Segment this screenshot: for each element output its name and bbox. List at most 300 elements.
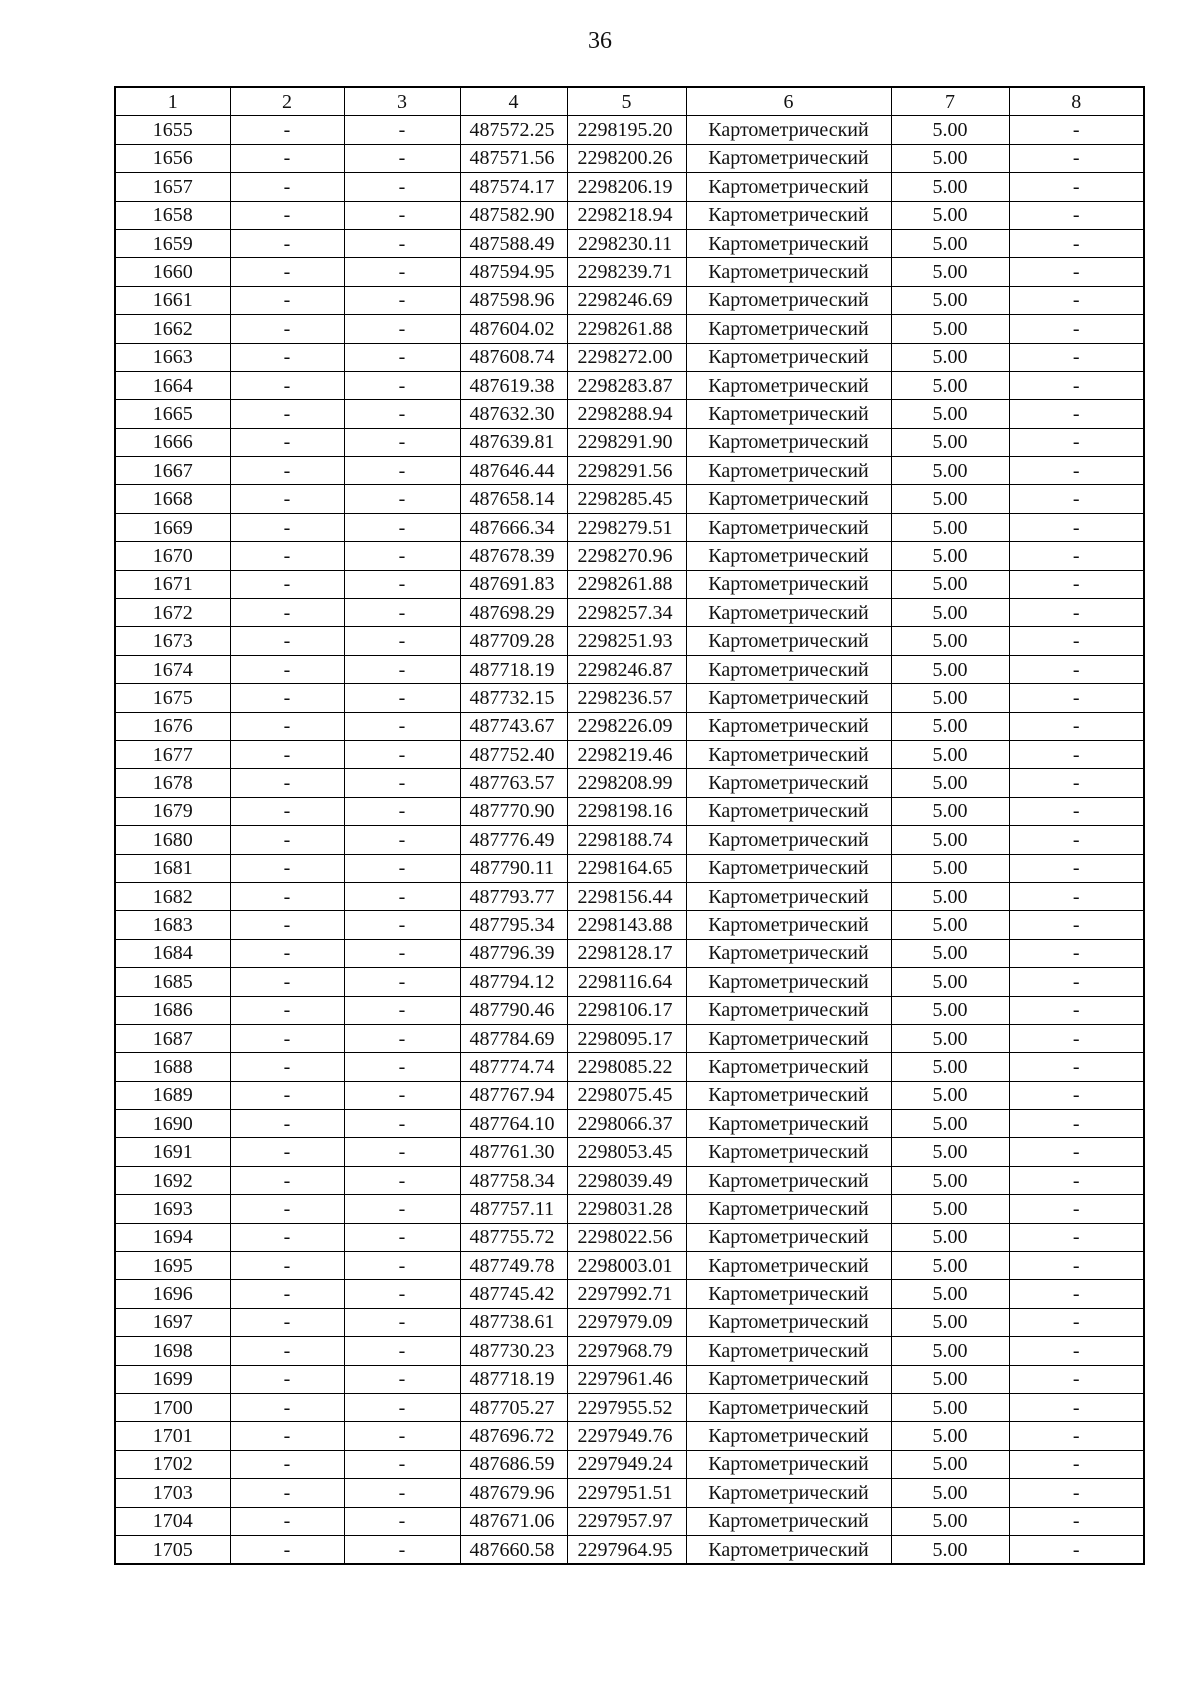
table-row [115,315,1144,343]
col8-cell: - [1009,1081,1144,1109]
x-coordinate-cell: 487639.81 [460,428,567,456]
col3-cell: - [344,1223,460,1251]
accuracy-cell: 5.00 [891,599,1009,627]
point-number-cell: 1666 [115,428,230,456]
x-coordinate-cell: 487796.39 [460,939,567,967]
accuracy-cell: 5.00 [891,1138,1009,1166]
y-coordinate-cell: 2298261.88 [567,570,686,598]
col2-cell: - [230,1507,344,1535]
col2-cell: - [230,542,344,570]
point-number-cell: 1695 [115,1252,230,1280]
col8-cell: - [1009,570,1144,598]
accuracy-cell: 5.00 [891,570,1009,598]
col3-cell: - [344,1195,460,1223]
col8-cell: - [1009,712,1144,740]
col2-cell: - [230,740,344,768]
table-row [115,173,1144,201]
y-coordinate-cell: 2298230.11 [567,229,686,257]
col8-cell: - [1009,315,1144,343]
col2-cell: - [230,513,344,541]
method-cell: Картометрический [686,371,891,399]
table-row [115,1479,1144,1507]
point-number-cell: 1694 [115,1223,230,1251]
col2-cell: - [230,599,344,627]
method-cell: Картометрический [686,740,891,768]
col3-cell: - [344,1450,460,1478]
y-coordinate-cell: 2298003.01 [567,1252,686,1280]
accuracy-cell: 5.00 [891,343,1009,371]
point-number-cell: 1693 [115,1195,230,1223]
col8-cell: - [1009,1280,1144,1308]
table-row [115,428,1144,456]
point-number-cell: 1680 [115,826,230,854]
y-coordinate-cell: 2297957.97 [567,1507,686,1535]
col3-cell: - [344,1422,460,1450]
table-row [115,1223,1144,1251]
accuracy-cell: 5.00 [891,116,1009,144]
x-coordinate-cell: 487732.15 [460,684,567,712]
y-coordinate-cell: 2298164.65 [567,854,686,882]
accuracy-cell: 5.00 [891,1053,1009,1081]
method-cell: Картометрический [686,797,891,825]
table-body [115,116,1144,1564]
col2-cell: - [230,968,344,996]
point-number-cell: 1658 [115,201,230,229]
y-coordinate-cell: 2298085.22 [567,1053,686,1081]
col2-cell: - [230,684,344,712]
method-cell: Картометрический [686,1024,891,1052]
col3-cell: - [344,1138,460,1166]
accuracy-cell: 5.00 [891,1195,1009,1223]
x-coordinate-cell: 487698.29 [460,599,567,627]
method-cell: Картометрический [686,1479,891,1507]
accuracy-cell: 5.00 [891,400,1009,428]
col2-cell: - [230,1138,344,1166]
accuracy-cell: 5.00 [891,371,1009,399]
col3-cell: - [344,1393,460,1421]
method-cell: Картометрический [686,599,891,627]
method-cell: Картометрический [686,428,891,456]
col3-cell: - [344,712,460,740]
accuracy-cell: 5.00 [891,826,1009,854]
y-coordinate-cell: 2297964.95 [567,1535,686,1564]
accuracy-cell: 5.00 [891,201,1009,229]
col8-cell: - [1009,542,1144,570]
col3-cell: - [344,769,460,797]
point-number-cell: 1655 [115,116,230,144]
accuracy-cell: 5.00 [891,627,1009,655]
col8-cell: - [1009,882,1144,910]
y-coordinate-cell: 2298283.87 [567,371,686,399]
accuracy-cell: 5.00 [891,1507,1009,1535]
table-row [115,1422,1144,1450]
col3-cell: - [344,1308,460,1336]
col8-cell: - [1009,627,1144,655]
col8-cell: - [1009,286,1144,314]
x-coordinate-cell: 487571.56 [460,144,567,172]
column-header: 7 [891,87,1009,116]
x-coordinate-cell: 487671.06 [460,1507,567,1535]
table-row [115,655,1144,683]
x-coordinate-cell: 487770.90 [460,797,567,825]
col3-cell: - [344,968,460,996]
col2-cell: - [230,939,344,967]
y-coordinate-cell: 2297968.79 [567,1337,686,1365]
col2-cell: - [230,1479,344,1507]
y-coordinate-cell: 2298031.28 [567,1195,686,1223]
col2-cell: - [230,1280,344,1308]
y-coordinate-cell: 2298039.49 [567,1166,686,1194]
point-number-cell: 1689 [115,1081,230,1109]
col8-cell: - [1009,1393,1144,1421]
point-number-cell: 1660 [115,258,230,286]
table-row [115,1252,1144,1280]
col3-cell: - [344,599,460,627]
col3-cell: - [344,1024,460,1052]
col3-cell: - [344,485,460,513]
y-coordinate-cell: 2297949.76 [567,1422,686,1450]
col2-cell: - [230,258,344,286]
col3-cell: - [344,1252,460,1280]
method-cell: Картометрический [686,1053,891,1081]
y-coordinate-cell: 2298226.09 [567,712,686,740]
point-number-cell: 1705 [115,1535,230,1564]
col2-cell: - [230,655,344,683]
accuracy-cell: 5.00 [891,286,1009,314]
table-row [115,1393,1144,1421]
table-row [115,996,1144,1024]
x-coordinate-cell: 487755.72 [460,1223,567,1251]
method-cell: Картометрический [686,1422,891,1450]
x-coordinate-cell: 487767.94 [460,1081,567,1109]
col3-cell: - [344,1365,460,1393]
col2-cell: - [230,1308,344,1336]
col3-cell: - [344,684,460,712]
column-header: 8 [1009,87,1144,116]
y-coordinate-cell: 2298291.56 [567,457,686,485]
x-coordinate-cell: 487619.38 [460,371,567,399]
table-row [115,797,1144,825]
col3-cell: - [344,740,460,768]
col2-cell: - [230,371,344,399]
table-row [115,911,1144,939]
col3-cell: - [344,428,460,456]
col8-cell: - [1009,1053,1144,1081]
col8-cell: - [1009,343,1144,371]
col8-cell: - [1009,1252,1144,1280]
point-number-cell: 1699 [115,1365,230,1393]
x-coordinate-cell: 487790.46 [460,996,567,1024]
table-row [115,826,1144,854]
method-cell: Картометрический [686,201,891,229]
accuracy-cell: 5.00 [891,1252,1009,1280]
x-coordinate-cell: 487686.59 [460,1450,567,1478]
col8-cell: - [1009,1138,1144,1166]
column-header: 3 [344,87,460,116]
table-row [115,1166,1144,1194]
accuracy-cell: 5.00 [891,1393,1009,1421]
col8-cell: - [1009,939,1144,967]
col2-cell: - [230,1110,344,1138]
col8-cell: - [1009,599,1144,627]
x-coordinate-cell: 487678.39 [460,542,567,570]
method-cell: Картометрический [686,911,891,939]
method-cell: Картометрический [686,315,891,343]
point-number-cell: 1684 [115,939,230,967]
col2-cell: - [230,570,344,598]
col3-cell: - [344,201,460,229]
method-cell: Картометрический [686,1223,891,1251]
accuracy-cell: 5.00 [891,457,1009,485]
method-cell: Картометрический [686,116,891,144]
col8-cell: - [1009,769,1144,797]
method-cell: Картометрический [686,457,891,485]
col3-cell: - [344,1535,460,1564]
accuracy-cell: 5.00 [891,1422,1009,1450]
method-cell: Картометрический [686,400,891,428]
col3-cell: - [344,627,460,655]
table-row [115,1195,1144,1223]
accuracy-cell: 5.00 [891,1081,1009,1109]
method-cell: Картометрический [686,968,891,996]
page-number: 36 [588,28,612,54]
point-number-cell: 1701 [115,1422,230,1450]
method-cell: Картометрический [686,627,891,655]
col8-cell: - [1009,1110,1144,1138]
x-coordinate-cell: 487790.11 [460,854,567,882]
table-row [115,968,1144,996]
table-row [115,599,1144,627]
x-coordinate-cell: 487758.34 [460,1166,567,1194]
x-coordinate-cell: 487718.19 [460,655,567,683]
col3-cell: - [344,542,460,570]
point-number-cell: 1690 [115,1110,230,1138]
col3-cell: - [344,1337,460,1365]
x-coordinate-cell: 487646.44 [460,457,567,485]
col3-cell: - [344,457,460,485]
col2-cell: - [230,173,344,201]
col8-cell: - [1009,655,1144,683]
x-coordinate-cell: 487795.34 [460,911,567,939]
col3-cell: - [344,882,460,910]
method-cell: Картометрический [686,513,891,541]
x-coordinate-cell: 487679.96 [460,1479,567,1507]
col8-cell: - [1009,173,1144,201]
x-coordinate-cell: 487705.27 [460,1393,567,1421]
y-coordinate-cell: 2298198.16 [567,797,686,825]
x-coordinate-cell: 487660.58 [460,1535,567,1564]
col2-cell: - [230,1195,344,1223]
point-number-cell: 1686 [115,996,230,1024]
column-header: 4 [460,87,567,116]
point-number-cell: 1692 [115,1166,230,1194]
method-cell: Картометрический [686,769,891,797]
x-coordinate-cell: 487761.30 [460,1138,567,1166]
col8-cell: - [1009,428,1144,456]
col2-cell: - [230,1337,344,1365]
y-coordinate-cell: 2297949.24 [567,1450,686,1478]
col3-cell: - [344,1081,460,1109]
x-coordinate-cell: 487696.72 [460,1422,567,1450]
col8-cell: - [1009,1365,1144,1393]
y-coordinate-cell: 2298246.69 [567,286,686,314]
point-number-cell: 1671 [115,570,230,598]
x-coordinate-cell: 487709.28 [460,627,567,655]
table-row [115,144,1144,172]
col2-cell: - [230,1053,344,1081]
y-coordinate-cell: 2298156.44 [567,882,686,910]
point-number-cell: 1657 [115,173,230,201]
x-coordinate-cell: 487752.40 [460,740,567,768]
col3-cell: - [344,655,460,683]
col3-cell: - [344,1110,460,1138]
x-coordinate-cell: 487594.95 [460,258,567,286]
col2-cell: - [230,1252,344,1280]
accuracy-cell: 5.00 [891,542,1009,570]
col3-cell: - [344,996,460,1024]
y-coordinate-cell: 2298251.93 [567,627,686,655]
col2-cell: - [230,315,344,343]
header-row [115,87,1144,116]
point-number-cell: 1663 [115,343,230,371]
col2-cell: - [230,1024,344,1052]
method-cell: Картометрический [686,712,891,740]
point-number-cell: 1697 [115,1308,230,1336]
method-cell: Картометрический [686,655,891,683]
point-number-cell: 1672 [115,599,230,627]
x-coordinate-cell: 487764.10 [460,1110,567,1138]
y-coordinate-cell: 2298270.96 [567,542,686,570]
col8-cell: - [1009,740,1144,768]
method-cell: Картометрический [686,996,891,1024]
col3-cell: - [344,1507,460,1535]
col8-cell: - [1009,201,1144,229]
x-coordinate-cell: 487774.74 [460,1053,567,1081]
method-cell: Картометрический [686,1252,891,1280]
col3-cell: - [344,1053,460,1081]
point-number-cell: 1675 [115,684,230,712]
point-number-cell: 1662 [115,315,230,343]
method-cell: Картометрический [686,1507,891,1535]
y-coordinate-cell: 2298128.17 [567,939,686,967]
accuracy-cell: 5.00 [891,428,1009,456]
col2-cell: - [230,116,344,144]
x-coordinate-cell: 487608.74 [460,343,567,371]
col8-cell: - [1009,457,1144,485]
point-number-cell: 1674 [115,655,230,683]
col2-cell: - [230,1223,344,1251]
accuracy-cell: 5.00 [891,911,1009,939]
accuracy-cell: 5.00 [891,1280,1009,1308]
accuracy-cell: 5.00 [891,513,1009,541]
point-number-cell: 1682 [115,882,230,910]
col2-cell: - [230,1365,344,1393]
col8-cell: - [1009,116,1144,144]
accuracy-cell: 5.00 [891,854,1009,882]
col2-cell: - [230,1450,344,1478]
y-coordinate-cell: 2298291.90 [567,428,686,456]
table-row [115,882,1144,910]
point-number-cell: 1673 [115,627,230,655]
col8-cell: - [1009,684,1144,712]
point-number-cell: 1668 [115,485,230,513]
accuracy-cell: 5.00 [891,1535,1009,1564]
col2-cell: - [230,457,344,485]
y-coordinate-cell: 2298053.45 [567,1138,686,1166]
accuracy-cell: 5.00 [891,1337,1009,1365]
accuracy-cell: 5.00 [891,740,1009,768]
accuracy-cell: 5.00 [891,939,1009,967]
y-coordinate-cell: 2298279.51 [567,513,686,541]
method-cell: Картометрический [686,286,891,314]
method-cell: Картометрический [686,1450,891,1478]
x-coordinate-cell: 487745.42 [460,1280,567,1308]
table-row [115,258,1144,286]
col2-cell: - [230,1422,344,1450]
col2-cell: - [230,144,344,172]
y-coordinate-cell: 2298208.99 [567,769,686,797]
y-coordinate-cell: 2298285.45 [567,485,686,513]
column-header: 5 [567,87,686,116]
accuracy-cell: 5.00 [891,1223,1009,1251]
col2-cell: - [230,882,344,910]
col3-cell: - [344,939,460,967]
point-number-cell: 1677 [115,740,230,768]
table-row [115,542,1144,570]
point-number-cell: 1661 [115,286,230,314]
col2-cell: - [230,769,344,797]
col2-cell: - [230,911,344,939]
y-coordinate-cell: 2298239.71 [567,258,686,286]
col3-cell: - [344,258,460,286]
y-coordinate-cell: 2297992.71 [567,1280,686,1308]
col2-cell: - [230,854,344,882]
y-coordinate-cell: 2298195.20 [567,116,686,144]
accuracy-cell: 5.00 [891,229,1009,257]
table-row [115,116,1144,144]
col2-cell: - [230,826,344,854]
col3-cell: - [344,826,460,854]
col8-cell: - [1009,1337,1144,1365]
method-cell: Картометрический [686,258,891,286]
table-row [115,854,1144,882]
col2-cell: - [230,428,344,456]
accuracy-cell: 5.00 [891,882,1009,910]
accuracy-cell: 5.00 [891,1365,1009,1393]
accuracy-cell: 5.00 [891,1166,1009,1194]
method-cell: Картометрический [686,144,891,172]
col8-cell: - [1009,1024,1144,1052]
col8-cell: - [1009,911,1144,939]
point-number-cell: 1702 [115,1450,230,1478]
point-number-cell: 1685 [115,968,230,996]
y-coordinate-cell: 2298116.64 [567,968,686,996]
col8-cell: - [1009,229,1144,257]
accuracy-cell: 5.00 [891,968,1009,996]
point-number-cell: 1688 [115,1053,230,1081]
table-row [115,740,1144,768]
table-row [115,201,1144,229]
y-coordinate-cell: 2298188.74 [567,826,686,854]
y-coordinate-cell: 2298257.34 [567,599,686,627]
point-number-cell: 1665 [115,400,230,428]
col8-cell: - [1009,1507,1144,1535]
table-row [115,1280,1144,1308]
x-coordinate-cell: 487718.19 [460,1365,567,1393]
method-cell: Картометрический [686,1535,891,1564]
method-cell: Картометрический [686,173,891,201]
col8-cell: - [1009,485,1144,513]
